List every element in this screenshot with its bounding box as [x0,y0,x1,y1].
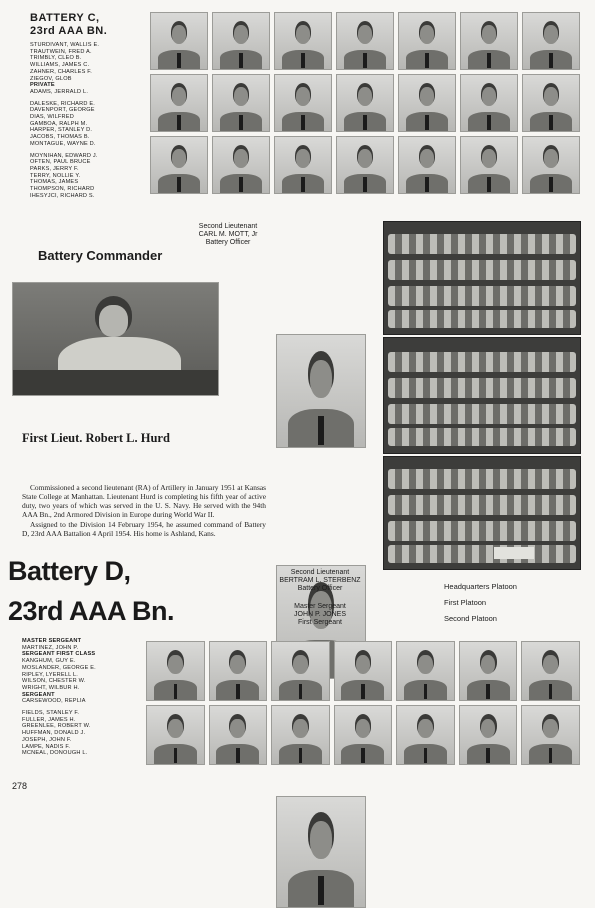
portrait-photo [521,641,580,701]
portrait-photo [460,12,518,70]
officer-c-name: CARL M. MOTT, Jr [198,231,258,238]
first-sergeant-rank: Master Sergeant [294,603,346,610]
portrait-photo [460,74,518,132]
portrait-photo [334,641,393,701]
portrait-photo [398,12,456,70]
roster-entry: PARKS, JERRY F. [30,165,79,172]
portrait-photo [209,705,268,765]
roster-entry: MASTER SERGEANT [22,638,82,644]
roster-entry: CARSEWOOD, REPLIA [22,698,86,705]
label-headquarters-platoon: Headquarters Platoon [444,582,517,591]
officer-c-caption [178,223,278,247]
roster-entry: DIAS, WILFRED [30,114,74,121]
portrait-photo [209,641,268,701]
roster-entry: SERGEANT FIRST CLASS [22,651,96,658]
roster-entry: GAMBOA, RALPH M. [30,120,88,127]
battery-c-portrait-grid [150,12,580,194]
officer-d-caption [266,569,374,593]
officer-d-role: Battery Officer [297,585,343,592]
officer-d-name: BERTRAM L. STERBENZ [279,577,361,584]
first-sergeant-caption [266,603,374,627]
roster-entry: FULLER, JAMES H. [22,716,76,723]
roster-entry: TERRY, NOLLIE Y. [30,172,81,179]
commander-bio [22,483,266,539]
roster-entry: WILSON, CHESTER W. [22,678,86,685]
portrait-photo [522,12,580,70]
commander-bio-p2: Assigned to the Division 14 February 1954, he assumed command of Battery D, 23rd AAA Battalion 4 April 1954. His home is Ashland, Kans. [22,520,266,538]
portrait-photo [521,705,580,765]
portrait-photo [274,12,332,70]
battery-c-roster [30,42,145,199]
officer-d-rank: Second Lieutenant [290,569,350,576]
roster-entry: STURDIVANT, WALLIS E. [30,42,100,48]
commander-photo [12,282,219,396]
officer-portrait-sterbenz [276,796,366,908]
portrait-photo [212,74,270,132]
roster-entry: JOSEPH, JOHN F. [22,736,72,743]
roster-entry: HARPER, STANLEY D. [30,127,93,134]
portrait-photo [336,12,394,70]
portrait-photo [336,74,394,132]
portrait-photo [398,74,456,132]
roster-entry: JACOBS, THOMAS B. [30,134,90,141]
group-photo-second-platoon [383,456,581,570]
page-number: 278 [12,781,28,791]
portrait-photo [396,641,455,701]
officer-portrait-mott [276,334,366,448]
portrait-photo [146,705,205,765]
commander-bio-p1: Commissioned a second lieutenant (RA) of Artillery in January 1951 at Kansas State College at Manhattan. Lieutenant Hurd is completing his fifth year of active duty, two years of which was served in the U. S. Navy. He served with the 94th AAA Bn., 2nd Armored Division in Europe during World War II. [22,483,266,519]
roster-entry: ZAHNER, CHARLES F. [30,68,93,75]
portrait-photo [460,136,518,194]
roster-entry: PRIVATE [30,82,55,89]
portrait-photo [271,641,330,701]
portrait-photo [522,74,580,132]
battery-c-title-line2: 23rd AAA BN. [30,25,108,37]
battery-d-portrait-grid [146,641,580,765]
roster-entry: MARTINEZ, JOHN P. [22,644,79,651]
roster-entry: MOYNIHAN, EDWARD J. [30,152,98,159]
roster-entry: THOMPSON, RICHARD [30,186,95,193]
roster-entry: LAMPE, NADIS F. [22,743,71,750]
roster-entry: TRAUTWEIN, FRED A. [30,48,92,55]
label-second-platoon: Second Platoon [444,614,497,623]
roster-entry: TRIMBLY, CLEO B. [30,55,82,62]
portrait-photo [150,74,208,132]
portrait-photo [271,705,330,765]
commander-name: First Lieut. Robert L. Hurd [22,431,170,445]
portrait-photo [274,74,332,132]
portrait-photo [274,136,332,194]
roster-entry: THOMAS, JAMES [30,179,79,186]
portrait-photo [336,136,394,194]
roster-entry: DAVENPORT, GEORGE [30,107,95,114]
portrait-photo [150,12,208,70]
first-sergeant-name: JOHN P. JONES [294,611,346,618]
portrait-photo [146,641,205,701]
portrait-photo [212,136,270,194]
portrait-photo [398,136,456,194]
roster-entry: FIELDS, STANLEY F. [22,710,80,717]
roster-entry: OFTEN, PAUL BRUCE [30,159,91,166]
first-sergeant-role: First Sergeant [298,619,342,626]
commander-heading: Battery Commander [38,248,163,263]
roster-entry: KANGHUM, GUY E. [22,658,76,665]
roster-entry: MONTAGUE, WAYNE D. [30,140,96,147]
roster-entry: ADAMS, JERRALD L. [30,88,89,95]
roster-entry: ZIEGOV, GLOB [30,75,72,82]
portrait-photo [459,705,518,765]
roster-entry: RIPLEY, LYERELL L. [22,671,79,678]
roster-entry: MCNEAL, DONOUGH L. [22,750,88,757]
portrait-photo [396,705,455,765]
roster-entry: MOSLANDER, GEORGE E. [22,664,96,671]
roster-entry: WRIGHT, WILBUR H. [22,684,80,691]
officer-c-rank: Second Lieutenant [198,223,258,230]
battery-d-title-line2: 23rd AAA Bn. [8,596,175,626]
label-first-platoon: First Platoon [444,598,487,607]
roster-entry: GREENLEE, ROBERT W. [22,723,91,730]
battery-d-roster [22,638,140,757]
roster-entry: IHESYJCI, RICHARD S. [30,192,95,199]
roster-entry: DALESKE, RICHARD E. [30,100,96,107]
roster-entry: SERGEANT [22,691,55,698]
officer-c-role: Battery Officer [205,239,251,246]
roster-entry: HUFFMAN, DONALD J. [22,730,86,737]
portrait-photo [334,705,393,765]
portrait-photo [212,12,270,70]
portrait-photo [522,136,580,194]
portrait-photo [459,641,518,701]
group-photo-first-platoon [383,337,581,454]
battery-d-title-line1: Battery D, [8,556,131,586]
battery-c-title [30,12,107,38]
portrait-photo [150,136,208,194]
roster-entry: WILLIAMS, JAMES C. [30,62,90,69]
battery-c-title-line1: BATTERY C, [30,12,100,24]
group-photo-headquarters-platoon [383,221,581,335]
